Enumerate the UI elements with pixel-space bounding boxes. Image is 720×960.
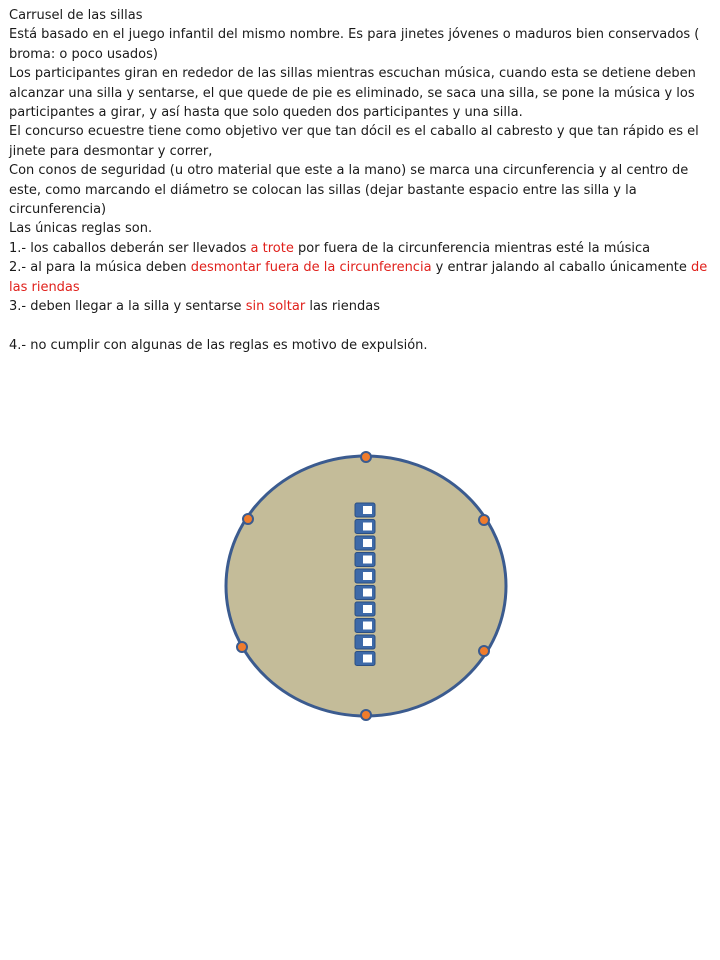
document-text [9, 6, 711, 355]
cone-1 [361, 452, 371, 462]
chair-4 [355, 553, 375, 567]
rule-1-text: 1.- los caballos deberán ser llevados [9, 240, 251, 256]
intro-paragraph: Está basado en el juego infantil del mismo nombre. Es para jinetes jóvenes o maduros bien conservados ( broma: o poco usados) [9, 27, 700, 62]
rule-1-text-end: por fuera de la circunferencia mientras esté la música [293, 240, 651, 256]
chair-1 [355, 503, 375, 517]
cone-6 [361, 710, 371, 720]
setup-paragraph: Con conos de seguridad (u otro material que este a la mano) se marca una circunferencia y al centro de este, como marcando el diámetro se colocan las sillas (dejar bastante espacio entre las silla y la circunferencia) [9, 163, 689, 218]
chair-5 [355, 569, 375, 583]
rule-3-text-end: las riendas [305, 299, 381, 315]
rule-2-text: 2.- al para la música deben [9, 260, 191, 276]
cone-5 [479, 646, 489, 656]
rule-3-text: 3.- deben llegar a la silla y sentarse [9, 299, 246, 315]
cone-2 [243, 514, 253, 524]
chair-7 [355, 602, 375, 616]
chair-6 [355, 586, 375, 600]
chair-3 [355, 536, 375, 550]
rule-3-highlight: sin soltar [245, 299, 306, 315]
chair-2 [355, 520, 375, 534]
rule-1 [9, 239, 711, 258]
rule-3 [9, 297, 711, 316]
rule-2-highlight-end: de las riendas [9, 260, 708, 295]
objective-paragraph: El concurso ecuestre tiene como objetivo ver que tan dócil es el caballo al cabresto y que tan rápido es el jinete para desmontar y correr, [9, 124, 699, 159]
chair-9 [355, 635, 375, 649]
rules-heading: Las únicas reglas son. [9, 221, 153, 237]
rule-1-highlight: a trote [250, 240, 294, 256]
arena-diagram [222, 448, 512, 728]
doc-title: Carrusel de las sillas [9, 8, 143, 23]
rule-4: 4.- no cumplir con algunas de las reglas es motivo de expulsión. [9, 337, 428, 353]
cone-4 [237, 642, 247, 652]
paragraph-gap [9, 317, 711, 336]
rule-2-highlight: desmontar fuera de la circunferencia [190, 260, 432, 276]
rule-2-text-mid: y entrar jalando al caballo únicamente [431, 260, 692, 276]
cone-3 [479, 515, 489, 525]
description-paragraph: Los participantes giran en rededor de las sillas mientras escuchan música, cuando esta se detiene deben alcanzar una silla y sentarse, el que quede de pie es eliminado, se saca una silla, se pone la música y los participantes a girar, y así hasta que solo queden dos participantes y una silla. [9, 66, 696, 121]
chair-8 [355, 619, 375, 633]
chair-10 [355, 652, 375, 666]
rule-2 [9, 258, 711, 297]
